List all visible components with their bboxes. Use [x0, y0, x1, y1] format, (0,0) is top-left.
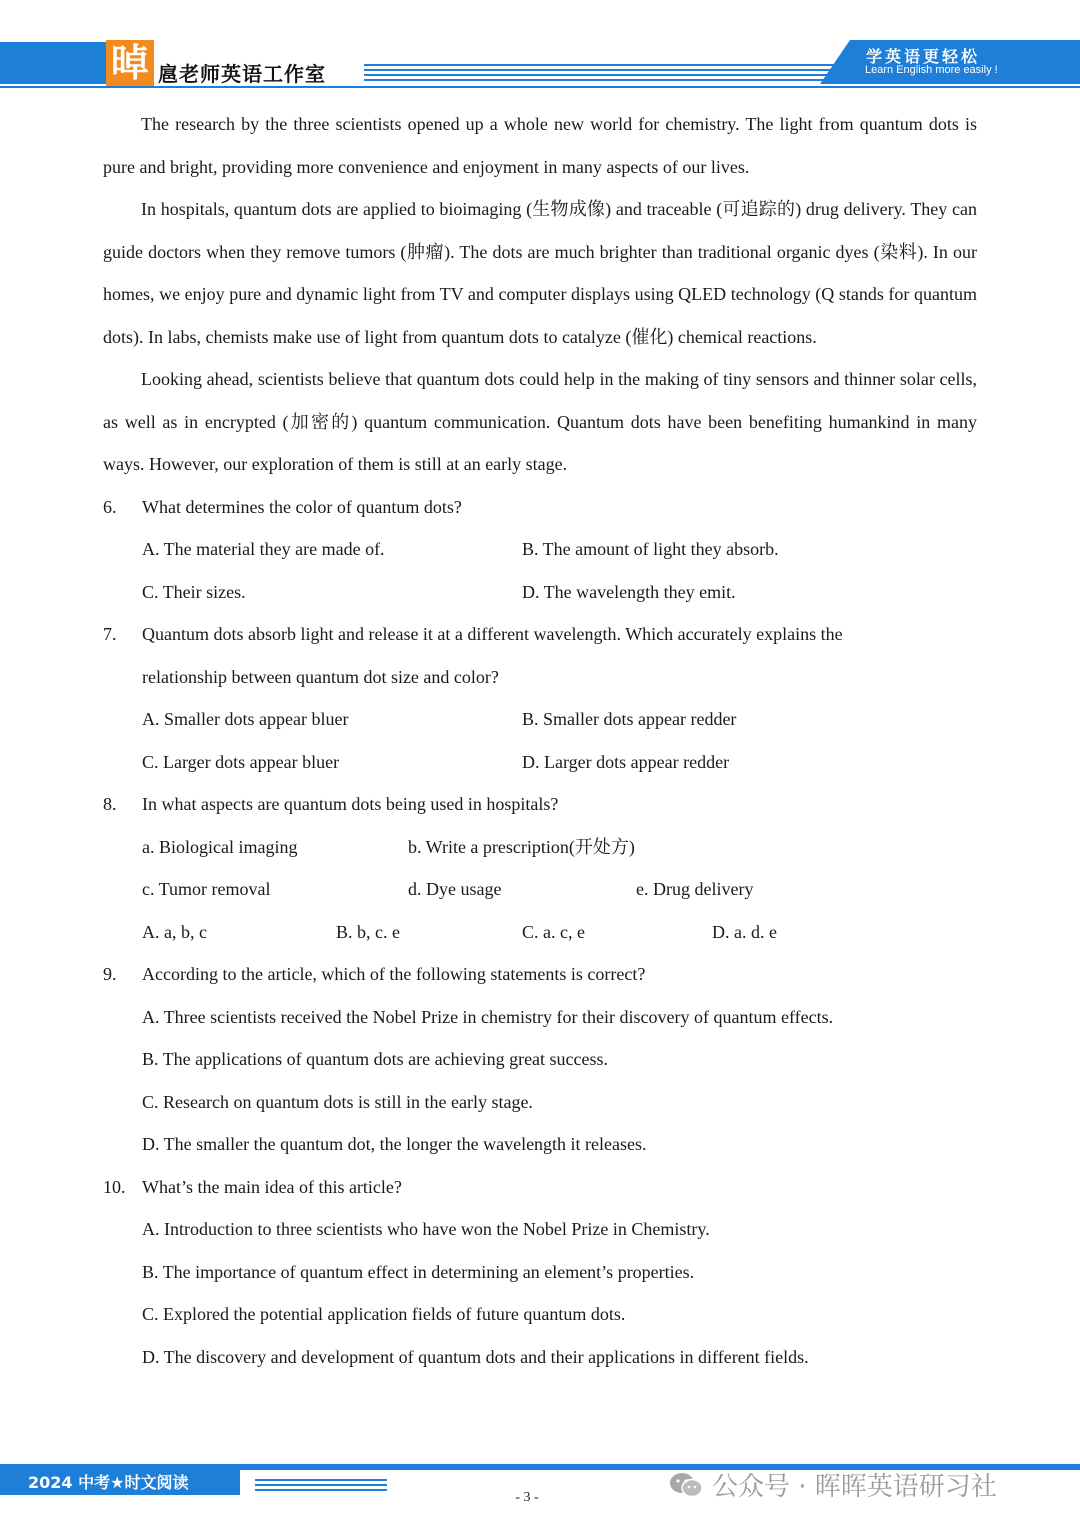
item-b: b. Write a prescription(开处方): [408, 836, 635, 857]
option-d: D. The wavelength they emit.: [522, 581, 736, 602]
question-7-options-row-1: [103, 698, 977, 741]
passage-paragraph-2: In hospitals, quantum dots are applied to bioimaging (生物成像) and traceable (可追踪的) drug delivery. They can guide doctors when they remove tumors (肿瘤). The dots are much brighter than traditional organic dyes (染料). In our homes, we enjoy pure and dynamic light from TV and computer displays using QLED technology (Q stands for quantum dots). In labs, chemists make use of light from quantum dots to catalyze (催化) chemical reactions.: [103, 199, 977, 347]
studio-name: 扈老师英语工作室: [158, 62, 326, 86]
option-a: A. The material they are made of.: [142, 539, 385, 559]
question-stem: In what aspects are quantum dots being used in hospitals?: [142, 794, 559, 814]
option-b: B. The amount of light they absorb.: [522, 539, 779, 559]
item-d: d. Dye usage: [408, 879, 502, 899]
passage-paragraph-1: The research by the three scientists opened up a whole new world for chemistry. The light from quantum dots is pure and bright, providing more convenience and enjoyment in many aspects of our lives.: [103, 114, 977, 177]
question-7: [103, 613, 977, 698]
question-7-options-row-2: [103, 741, 977, 784]
studio-logo: 晫: [106, 40, 154, 86]
question-9: [103, 953, 977, 996]
question-8-items-row-2: [103, 868, 977, 911]
page-content: [103, 103, 977, 1378]
option-a: A. a, b, c: [142, 921, 207, 942]
header-left-bar: [0, 42, 106, 84]
passage-paragraph-3: Looking ahead, scientists believe that quantum dots could help in the making of tiny sensors and thinner solar cells, as well as in encrypted (加密的) quantum communication. Quantum dots have been benefiting humankind in many ways. However, our exploration of them is still at an early stage.: [103, 369, 977, 474]
option-b: B. Smaller dots appear redder: [522, 709, 737, 729]
footer-series-title: 2024 中考★时文阅读: [28, 1473, 189, 1492]
option-a: A. Smaller dots appear bluer: [142, 709, 349, 729]
question-6-options-row-2: [103, 571, 977, 614]
option-c: C. Their sizes.: [142, 581, 246, 602]
question-stem: Quantum dots absorb light and release it at a different wavelength. Which accurately explains the relationship between quantum dot size and color?: [142, 624, 843, 687]
question-number: 10.: [103, 1176, 126, 1197]
question-number: 6.: [103, 496, 117, 517]
option-d: D. The discovery and development of quantum dots and their applications in different fields.: [142, 1346, 809, 1367]
option-b: B. b, c. e: [336, 921, 400, 942]
question-number: 9.: [103, 964, 117, 984]
item-a: a. Biological imaging: [142, 836, 298, 857]
page-number: - 3 -: [515, 1490, 539, 1505]
question-8: [103, 783, 977, 826]
header-decor-lines: [364, 64, 834, 84]
option-b: B. The importance of quantum effect in determining an element’s properties.: [142, 1261, 695, 1282]
question-6: [103, 486, 977, 529]
option-c: C. Explored the potential application fields of future quantum dots.: [142, 1304, 626, 1324]
watermark-text: 公众号 · 晖晖英语研习社: [712, 1472, 997, 1502]
header-divider: [0, 86, 1080, 88]
question-stem: According to the article, which of the following statements is correct?: [142, 964, 646, 984]
option-b: B. The applications of quantum dots are achieving great success.: [142, 1049, 609, 1069]
option-a: A. Introduction to three scientists who have won the Nobel Prize in Chemistry.: [142, 1219, 710, 1239]
option-c: C. Research on quantum dots is still in the early stage.: [142, 1091, 533, 1112]
question-stem: What’s the main idea of this article?: [142, 1176, 402, 1197]
option-d: D. The smaller the quantum dot, the longer the wavelength it releases.: [142, 1134, 647, 1154]
question-8-items-row-1: [103, 826, 977, 869]
option-d: D. a. d. e: [712, 921, 777, 942]
item-c: c. Tumor removal: [142, 879, 271, 899]
option-a: A. Three scientists received the Nobel Prize in chemistry for their discovery of quantum effects.: [142, 1006, 834, 1027]
slogan-english: Learn English more easily !: [865, 64, 998, 76]
question-10: [103, 1166, 977, 1209]
slogan-chinese: 学英语更轻松: [866, 47, 981, 66]
question-number: 7.: [103, 624, 117, 644]
item-e: e. Drug delivery: [636, 879, 754, 899]
question-number: 8.: [103, 794, 117, 814]
question-6-options-row-1: [103, 528, 977, 571]
question-8-options: [103, 911, 977, 954]
option-d: D. Larger dots appear redder: [522, 751, 730, 772]
question-stem: What determines the color of quantum dots?: [142, 496, 462, 517]
option-c: C. a. c, e: [522, 921, 585, 942]
option-c: C. Larger dots appear bluer: [142, 751, 340, 772]
